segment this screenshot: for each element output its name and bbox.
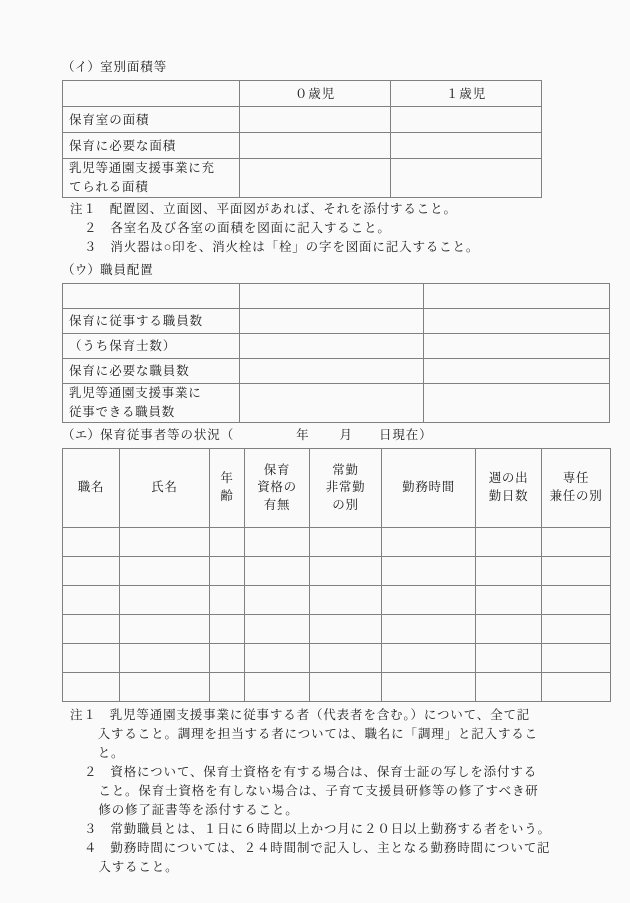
roster-cell-qualification[interactable]	[245, 586, 310, 615]
roster-cell-weekly-days[interactable]	[476, 644, 542, 673]
section-title-staffing: 職員配置	[100, 262, 154, 277]
table-row	[63, 309, 610, 334]
roster-table	[62, 448, 611, 702]
staffing-value-required-staff-col2[interactable]	[240, 359, 424, 384]
roster-cell-post[interactable]	[63, 673, 120, 702]
staffing-value-childcare-staff-col2[interactable]	[240, 309, 424, 334]
date-month-unit: 月	[339, 427, 353, 442]
roster-cell-post[interactable]	[63, 615, 120, 644]
roster-cell-exclusivity[interactable]	[542, 586, 611, 615]
roster-header-exclusivity	[542, 449, 611, 528]
staffing-header-col3	[424, 284, 610, 309]
table-row	[63, 334, 610, 359]
roster-cell-work-hours[interactable]	[382, 644, 476, 673]
roster-header-employment	[310, 449, 382, 528]
section-heading-room-area	[62, 58, 574, 77]
roster-header-qualification-line3: 有無	[263, 498, 291, 512]
roster-header-employment-line1: 常勤	[332, 462, 359, 477]
staffing-label-required-staff: 保育に必要な職員数	[63, 359, 240, 384]
table-row	[63, 384, 610, 423]
roster-cell-name[interactable]	[120, 586, 210, 615]
note-line: 資格について、保育士資格を有する場合は、保育士証の写しを添付する	[110, 765, 538, 780]
note-marker: ２	[84, 220, 98, 235]
note-marker: ３	[84, 239, 98, 254]
roster-cell-post[interactable]	[63, 557, 120, 586]
staffing-value-support-program-col3[interactable]	[424, 384, 610, 423]
room-area-label-support-program-area	[63, 159, 240, 198]
roster-cell-name[interactable]	[120, 528, 210, 557]
room-area-value-required-area-age1[interactable]	[391, 133, 542, 159]
roster-header-name	[120, 449, 210, 528]
room-area-header-blank	[63, 81, 240, 107]
roster-cell-employment[interactable]	[310, 586, 382, 615]
staffing-table	[62, 283, 610, 423]
roster-header-employment-line2: 非常勤	[325, 480, 366, 495]
table-header-row	[63, 284, 610, 309]
staffing-label-childcare-staff: 保育に従事する職員数	[63, 309, 240, 334]
table-row	[63, 133, 542, 159]
date-year-unit: 年	[296, 427, 310, 442]
staffing-value-support-program-col2[interactable]	[240, 384, 424, 423]
roster-cell-exclusivity[interactable]	[542, 528, 611, 557]
note-item	[62, 763, 574, 820]
roster-cell-qualification[interactable]	[245, 615, 310, 644]
note-item	[62, 200, 574, 219]
roster-cell-weekly-days[interactable]	[476, 586, 542, 615]
staffing-label-support-line1: 乳児等通園支援事業に	[69, 386, 202, 401]
note-line: と。	[97, 746, 125, 761]
roster-cell-age[interactable]	[210, 644, 245, 673]
note-item	[62, 706, 574, 763]
staffing-label-support-program-staff	[63, 384, 240, 423]
roster-cell-age[interactable]	[210, 673, 245, 702]
section-title-room-area: 室別面積等	[100, 60, 168, 74]
room-area-header-age1: １歳児	[391, 81, 542, 107]
roster-cell-work-hours[interactable]	[382, 586, 476, 615]
note-text	[97, 820, 562, 839]
note-marker: ２	[84, 765, 98, 780]
roster-header-qualification-line1: 保育	[263, 462, 291, 477]
roster-header-weekly-days-line2: 勤日数	[488, 489, 529, 504]
roster-cell-age[interactable]	[210, 615, 245, 644]
roster-cell-exclusivity[interactable]	[542, 615, 611, 644]
section-title-roster: 保育従事者等の状況（	[100, 427, 235, 442]
roster-cell-employment[interactable]	[310, 615, 382, 644]
roster-cell-work-hours[interactable]	[382, 615, 476, 644]
note-line: 常勤職員とは、１日に６時間以上かつ月に２０日以上勤務する者をいう。	[110, 822, 551, 837]
table-row	[63, 107, 542, 133]
room-area-table	[62, 80, 542, 198]
note-text: 配置図、立面図、平面図があれば、それを添付すること。	[109, 201, 457, 216]
room-area-value-nursery-room-age1[interactable]	[391, 107, 542, 133]
note-item	[62, 820, 574, 839]
room-area-value-support-program-age0[interactable]	[240, 159, 391, 198]
roster-header-age-line2: 齢	[220, 489, 234, 504]
roster-header-age-line1: 年	[220, 471, 234, 486]
note-line: 乳児等通園支援事業に従事する者（代表者を含む。）について、全て記	[109, 708, 531, 723]
roster-cell-weekly-days[interactable]	[476, 615, 542, 644]
note-marker: 注１	[70, 708, 97, 723]
roster-notes	[62, 706, 574, 877]
roster-cell-qualification[interactable]	[245, 557, 310, 586]
roster-header-employment-line3: の別	[332, 498, 359, 512]
roster-cell-age[interactable]	[210, 557, 245, 586]
note-item	[62, 219, 574, 238]
note-marker: ３	[84, 822, 98, 837]
roster-cell-weekly-days[interactable]	[476, 528, 542, 557]
table-row	[63, 586, 611, 615]
table-row	[63, 615, 611, 644]
roster-cell-work-hours[interactable]	[382, 528, 476, 557]
roster-cell-qualification[interactable]	[245, 673, 310, 702]
staffing-value-licensed-col2[interactable]	[240, 334, 424, 359]
note-line: こと。保育士資格を有しない場合は、子育て支援員研修等の修了すべき研	[98, 784, 539, 799]
note-text	[97, 763, 562, 820]
roster-cell-name[interactable]	[120, 673, 210, 702]
roster-cell-weekly-days[interactable]	[476, 557, 542, 586]
roster-cell-exclusivity[interactable]	[542, 673, 611, 702]
room-area-header-age0: ０歳児	[240, 81, 391, 107]
staffing-value-childcare-staff-col3[interactable]	[424, 309, 610, 334]
table-header-row	[63, 81, 542, 107]
roster-cell-post[interactable]	[63, 586, 120, 615]
staffing-value-required-staff-col3[interactable]	[424, 359, 610, 384]
staffing-header-blank	[63, 284, 240, 309]
roster-cell-post[interactable]	[63, 528, 120, 557]
room-area-notes	[62, 200, 574, 257]
form-sheet	[62, 58, 603, 877]
roster-header-post-line1: 職名	[77, 480, 105, 495]
roster-header-qualification	[245, 449, 310, 528]
roster-header-age	[210, 449, 245, 528]
table-row	[63, 528, 611, 557]
table-row	[63, 644, 611, 673]
roster-cell-weekly-days[interactable]	[476, 673, 542, 702]
section-heading-roster	[62, 426, 574, 445]
section-heading-staffing	[62, 261, 574, 280]
note-text: 消火器は○印を、消火栓は「栓」の字を図面に記入すること。	[110, 239, 480, 254]
date-day-unit: 日現在）	[378, 427, 433, 442]
note-text	[97, 706, 562, 763]
room-area-label-nursery-room: 保育室の面積	[63, 107, 240, 133]
staffing-header-col2	[240, 284, 424, 309]
roster-header-weekly-days-line1: 週の出	[488, 471, 529, 486]
table-row	[63, 359, 610, 384]
note-marker: 注１	[70, 201, 97, 216]
note-item	[62, 238, 574, 257]
room-area-label-support-line1: 乳児等通園支援事業に充	[69, 161, 215, 176]
note-line: 入すること。	[98, 860, 179, 875]
roster-cell-age[interactable]	[210, 528, 245, 557]
roster-cell-qualification[interactable]	[245, 528, 310, 557]
room-area-value-nursery-room-age0[interactable]	[240, 107, 391, 133]
roster-cell-work-hours[interactable]	[382, 557, 476, 586]
table-row	[63, 673, 611, 702]
staffing-value-licensed-col3[interactable]	[424, 334, 610, 359]
staffing-label-support-line2: 従事できる職員数	[69, 405, 176, 419]
roster-cell-post[interactable]	[63, 644, 120, 673]
note-text	[97, 839, 562, 877]
roster-header-name-line1: 氏名	[151, 480, 178, 495]
roster-table-body	[63, 528, 611, 702]
section-marker-room-area: （イ）	[62, 60, 101, 74]
roster-cell-employment[interactable]	[310, 557, 382, 586]
roster-header-exclusivity-line2: 兼任の別	[549, 489, 603, 504]
roster-cell-name[interactable]	[120, 615, 210, 644]
roster-cell-employment[interactable]	[310, 644, 382, 673]
roster-header-work-hours	[382, 449, 476, 528]
room-area-value-support-program-age1[interactable]	[391, 159, 542, 198]
room-area-value-required-area-age0[interactable]	[240, 133, 391, 159]
note-text: 各室名及び各室の面積を図面に記入すること。	[110, 220, 391, 235]
roster-header-work-hours-line1: 勤務時間	[402, 480, 455, 495]
roster-header-weekly-days	[476, 449, 542, 528]
room-area-label-support-line2: てられる面積	[69, 180, 149, 195]
note-marker: ４	[84, 841, 98, 856]
roster-cell-employment[interactable]	[310, 528, 382, 557]
roster-header-qualification-line2: 資格の	[257, 480, 297, 495]
note-line: 修の修了証書等を添付すること。	[98, 803, 299, 818]
roster-cell-name[interactable]	[120, 644, 210, 673]
table-row	[63, 557, 611, 586]
roster-cell-qualification[interactable]	[245, 644, 310, 673]
roster-cell-work-hours[interactable]	[382, 673, 476, 702]
table-row	[63, 159, 542, 198]
staffing-label-licensed-nursery-teachers: （うち保育士数）	[63, 334, 240, 359]
roster-cell-age[interactable]	[210, 586, 245, 615]
roster-header-post	[63, 449, 120, 528]
table-header-row	[63, 449, 611, 528]
roster-cell-employment[interactable]	[310, 673, 382, 702]
note-line: 入すること。調理を担当する者については、職名に「調理」と記入するこ	[97, 727, 539, 742]
note-line: 勤務時間については、２４時間制で記入し、主となる勤務時間について記	[110, 841, 551, 856]
roster-header-exclusivity-line1: 専任	[562, 471, 590, 486]
room-area-label-required-area: 保育に必要な面積	[63, 133, 240, 159]
roster-cell-exclusivity[interactable]	[542, 557, 611, 586]
roster-cell-name[interactable]	[120, 557, 210, 586]
section-marker-staffing: （ウ）	[62, 262, 101, 277]
note-item	[62, 839, 574, 877]
roster-cell-exclusivity[interactable]	[542, 644, 611, 673]
section-marker-roster: （エ）	[62, 427, 101, 442]
